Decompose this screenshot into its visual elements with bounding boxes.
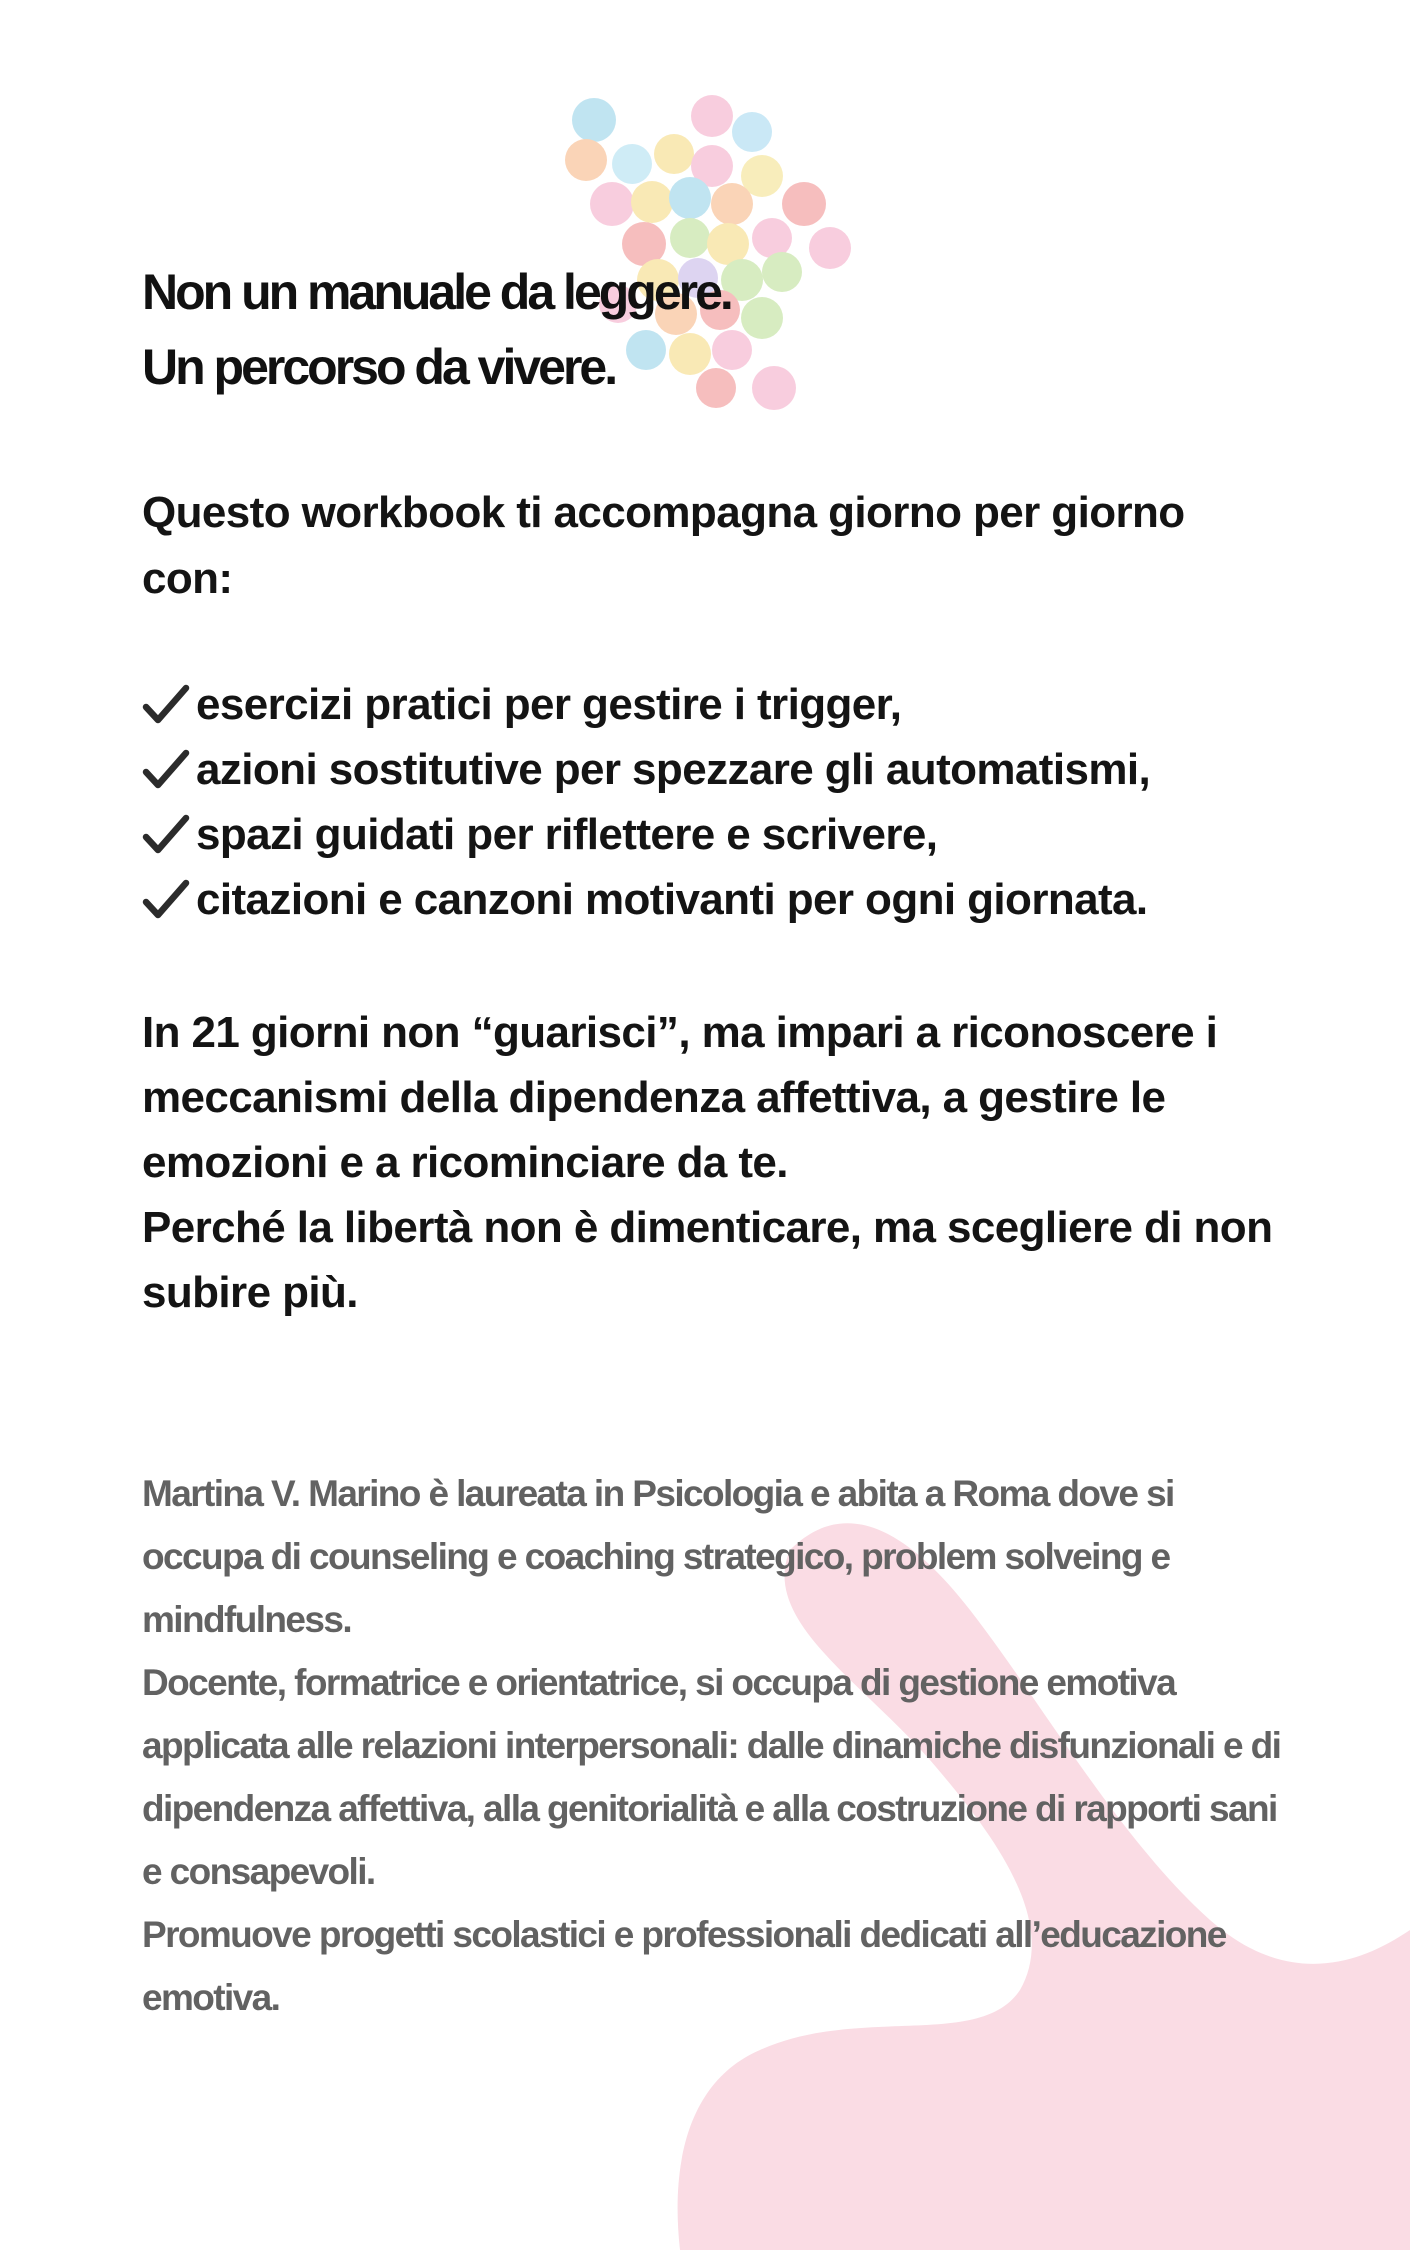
checkmark-icon [142, 681, 190, 729]
headline-line-2: Un percorso da vivere. [142, 339, 616, 395]
checkmark-icon [142, 746, 190, 794]
headline [142, 255, 1282, 405]
body-text [142, 1000, 1282, 1325]
checkmark-icon [142, 876, 190, 924]
body-paragraph-2: Perché la libertà non è dimenticare, ma scegliere di non subire più. [142, 1203, 1273, 1317]
bio-paragraph-2: Docente, formatrice e orientatrice, si occupa di gestione emotiva applicata alle relazioni interpersonali: dalle dinamiche disfunzionali e di dipendenza affettiva, alla genitorialità e alla costruzione di rapporti sani e consapevoli. [142, 1662, 1281, 1892]
intro-text: Questo workbook ti accompagna giorno per giorno con: [142, 488, 1185, 603]
checklist-item [142, 802, 1282, 867]
checklist-item-label: spazi guidati per riflettere e scrivere, [196, 810, 938, 859]
checklist-item-label: azioni sostitutive per spezzare gli automatismi, [196, 745, 1151, 794]
body-paragraph-1: In 21 giorni non “guarisci”, ma impari a riconoscere i meccanismi della dipendenza affettiva, a gestire le emozioni e a ricominciare da te. [142, 1008, 1218, 1187]
author-bio [142, 1462, 1282, 2029]
checklist-item [142, 672, 1282, 737]
feature-checklist [142, 672, 1282, 932]
bio-paragraph-3: Promuove progetti scolastici e professionali dedicati all’educazione emotiva. [142, 1914, 1226, 2018]
checkmark-icon [142, 811, 190, 859]
checklist-item [142, 737, 1282, 802]
headline-line-1: Non un manuale da leggere. [142, 264, 731, 320]
checklist-item [142, 867, 1282, 932]
checklist-item-label: citazioni e canzoni motivanti per ogni giornata. [196, 875, 1148, 924]
bio-paragraph-1: Martina V. Marino è laureata in Psicologia e abita a Roma dove si occupa di counseling e coaching strategico, problem solveing e mindfulness. [142, 1473, 1174, 1640]
checklist-item-label: esercizi pratici per gestire i trigger, [196, 680, 902, 729]
